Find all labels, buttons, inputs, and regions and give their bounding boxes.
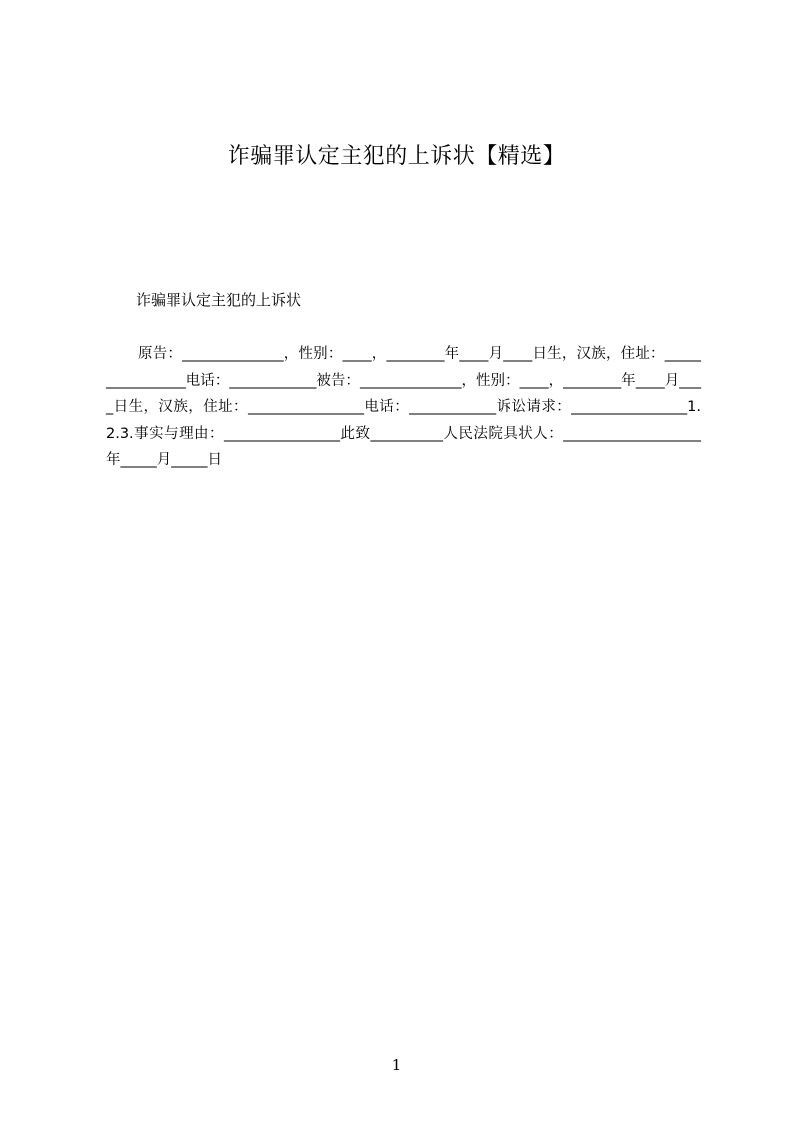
page-number: 1 xyxy=(391,1056,402,1074)
document-body-paragraph: 原告：______________，性别：____，________年____月____日生，汉族，住址：________________电话：____________被告：______________，性别：____，________年____月____日生，汉族，住址：________________电话：____________诉讼请求：________________1.2.3.事实与理由：________________此致__________人民法院具状人：___________________年_____月_____日 xyxy=(106,346,701,468)
document-title: 诈骗罪认定主犯的上诉状【精选】 xyxy=(227,144,566,169)
document-subheading: 诈骗罪认定主犯的上诉状 xyxy=(136,291,302,309)
